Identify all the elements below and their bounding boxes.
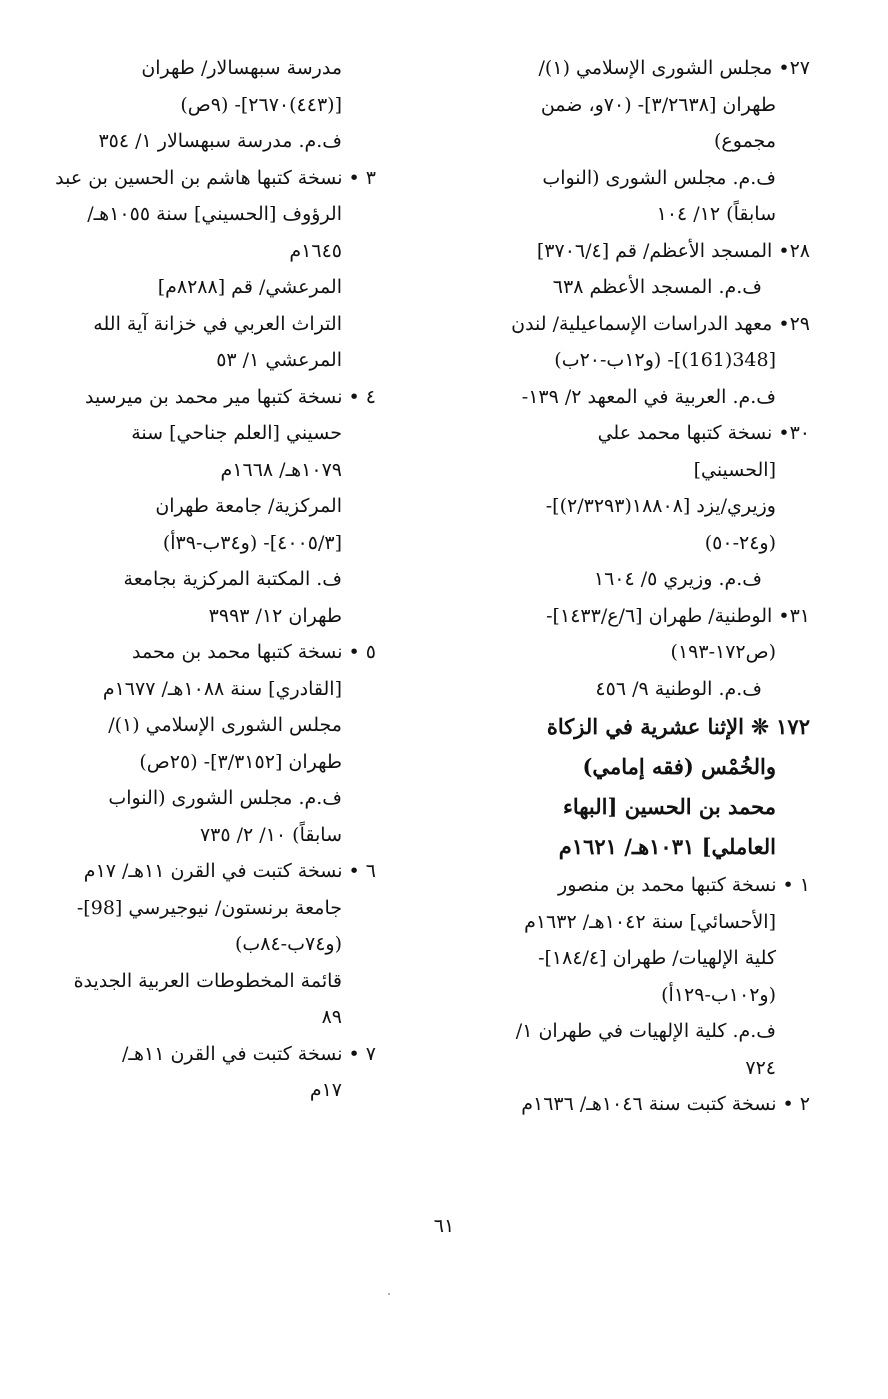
left-column-line: المرعشي ١/ ٥٣: [216, 349, 342, 371]
right-column-line: [الأحسائي] سنة ١٠٤٢هـ/ ١٦٣٢م: [524, 910, 776, 933]
left-column-line: ف. المكتبة المركزية بجامعة: [123, 568, 342, 590]
left-column-line: مجلس الشورى الإسلامي (١)/: [108, 714, 342, 736]
right-column-line: ١ • نسخة كتبها محمد بن منصور: [558, 874, 810, 896]
left-column-line: ٦ • نسخة كتبت في القرن ١١هـ/ ١٧م: [83, 860, 376, 882]
right-column-line: العاملي] ١٠٣١هـ/ ١٦٢١م: [558, 834, 776, 859]
left-column-line: مدرسة سبهسالار/ طهران: [141, 57, 342, 79]
left-column-line: ف.م. مجلس الشورى (النواب: [108, 787, 342, 809]
left-column-line: ٧ • نسخة كتبت في القرن ١١هـ/: [122, 1042, 376, 1065]
left-column-line: ١٦٤٥م: [289, 239, 342, 262]
right-column-line: ٢٨• المسجد الأعظم/ قم [٣٧٠٦/٤]: [536, 239, 810, 262]
right-column-line: ٣١• الوطنية/ طهران [٦/ع/١٤٣٣]-: [546, 604, 810, 627]
left-column-line: ٣ • نسخة كتبها هاشم بن الحسين بن عبد: [55, 166, 376, 189]
page-number: ٦١: [433, 1215, 455, 1237]
right-column-line: [348(161)]- (و١٢ب-٢٠ب): [554, 349, 776, 371]
left-column-line: ٥ • نسخة كتبها محمد بن محمد: [132, 641, 376, 663]
scan-speck: [388, 1293, 390, 1295]
left-column-line: طهران [٣/٣١٥٢]- (٢٥ص): [139, 750, 342, 773]
left-column-line: ٨٩: [321, 1006, 342, 1028]
left-column-line: [٤٠٠٥/٣]- (و٣٤ب-٣٩أ): [162, 531, 342, 554]
right-column-line: ف.م. العربية في المعهد ٢/ ١٣٩-: [521, 385, 776, 408]
right-column-line: كلية الإلهيات/ طهران [١٨٤/٤]-: [538, 947, 776, 969]
left-column-line: المرعشي/ قم [٨٢٨٨م]: [157, 276, 342, 298]
left-column-line: قائمة المخطوطات العربية الجديدة: [73, 969, 342, 992]
right-column-line: ٢٩• معهد الدراسات الإسماعيلية/ لندن: [511, 312, 810, 335]
left-column: [55, 50, 376, 1109]
right-column-line: ف.م. كلية الإلهيات في طهران ١/: [515, 1020, 776, 1042]
left-column-line: التراث العربي في خزانة آية الله: [93, 312, 342, 335]
right-column-line: محمد بن الحسين [البهاء: [562, 794, 776, 819]
right-column-line: ١٧٢ ❊ الإثنا عشرية في الزكاة: [546, 714, 810, 739]
left-column-line: [(٤٤٣)٢٦٧٠]- (٩ص): [180, 93, 342, 116]
right-column-line: سابقاً) ١٢/ ١٠٤: [656, 203, 776, 225]
left-column-line: حسيني [العلم جناحي] سنة: [131, 422, 342, 444]
left-column-line: ٤ • نسخة كتبها مير محمد بن ميرسيد: [84, 385, 376, 408]
right-column-line: وزيري/يزد [١٨٨٠٨(٢/٣٢٩٣)]-: [545, 495, 776, 517]
right-column-line: (و١٠٢ب-١٢٩أ): [661, 983, 776, 1006]
left-column-line: (و٧٤ب-٨٤ب): [234, 933, 342, 955]
right-column-line: ف.م. مجلس الشورى (النواب: [542, 166, 776, 189]
left-column-line: ف.م. مدرسة سبهسالار ١/ ٣٥٤: [98, 130, 342, 152]
left-column-line: سابقاً) ١٠/ ٢/ ٧٣٥: [199, 823, 342, 846]
right-column-line: ٢ • نسخة كتبت سنة ١٠٤٦هـ/ ١٦٣٦م: [521, 1093, 810, 1115]
right-column-line: ف.م. الوطنية ٩/ ٤٥٦: [595, 677, 762, 700]
left-column-line: ١٧م: [309, 1079, 342, 1101]
right-column-line: (و٢٤-٥٠): [704, 531, 776, 554]
right-column-line: ٧٢٤: [745, 1056, 776, 1079]
right-column-line: ف.م. المسجد الأعظم ٦٣٨: [552, 276, 762, 298]
right-column-line: طهران [٣/٢٦٣٨]- (٧٠و، ضمن: [540, 93, 776, 116]
left-column-line: [القادري] سنة ١٠٨٨هـ/ ١٦٧٧م: [102, 677, 342, 700]
right-column-line: ٣٠• نسخة كتبها محمد علي: [597, 422, 810, 444]
left-column-line: ١٠٧٩هـ/ ١٦٦٨م: [220, 458, 342, 481]
right-column-line: [الحسيني]: [693, 458, 776, 481]
right-column: [465, 50, 810, 1123]
left-column-line: جامعة برنستون/ نيوجيرسي [98]-: [76, 896, 342, 919]
left-column-line: الرؤوف [الحسيني] سنة ١٠٥٥هـ/: [87, 203, 342, 225]
right-column-line: ٢٧• مجلس الشورى الإسلامي (١)/: [538, 57, 810, 79]
right-column-line: والخُمْس (فقه إمامي): [582, 754, 776, 779]
right-column-line: مجموع): [714, 130, 776, 152]
left-column-line: المركزية/ جامعة طهران: [155, 495, 342, 517]
left-column-line: طهران ١٢/ ٣٩٩٣: [208, 604, 342, 627]
right-column-line: ف.م. وزيري ٥/ ١٦٠٤: [593, 568, 762, 590]
right-column-line: (ص١٧٢-١٩٣): [670, 641, 776, 663]
